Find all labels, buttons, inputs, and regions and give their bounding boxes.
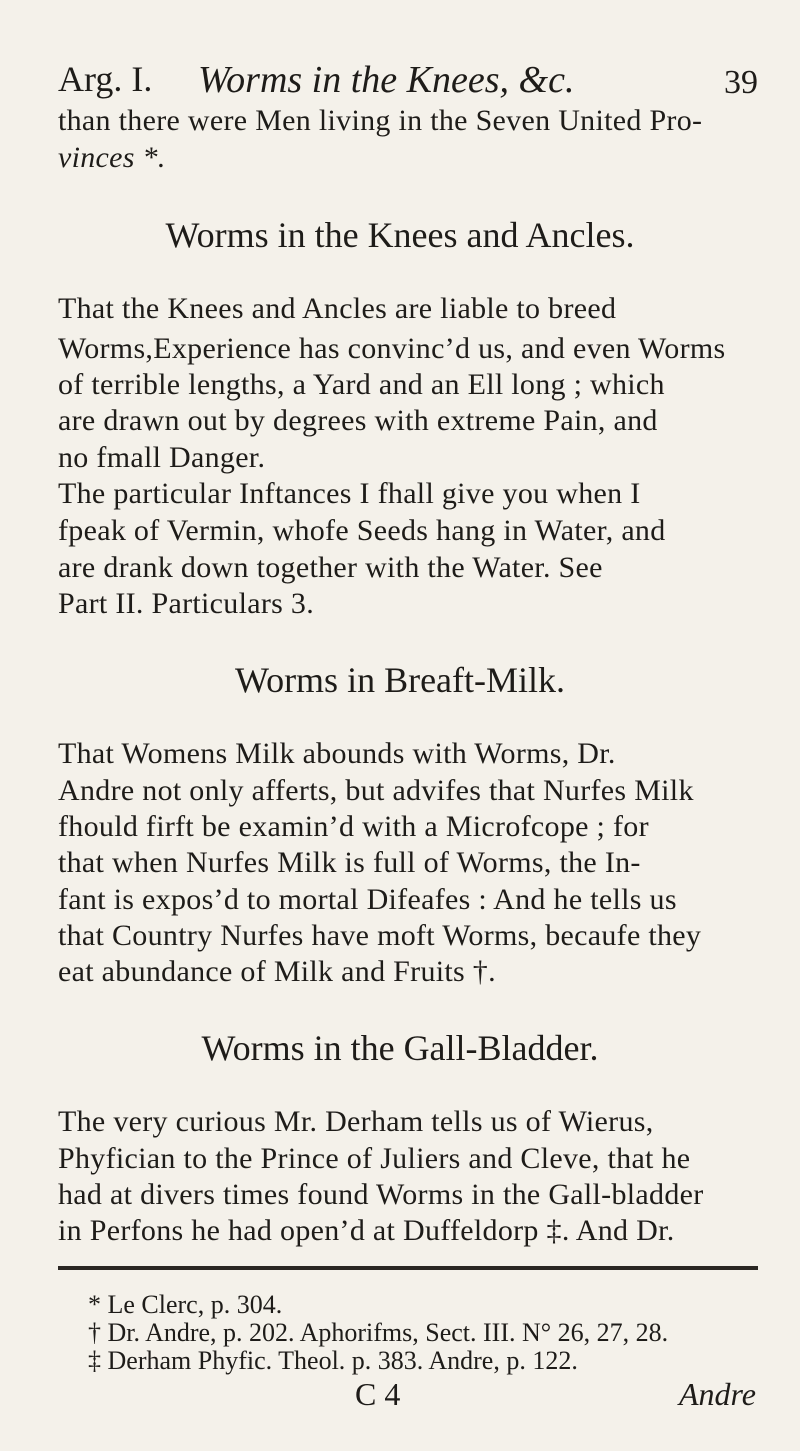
text-line: Andre not only afferts, but advifes that Nurfes Milk	[58, 774, 694, 807]
text-line: no fmall Danger.	[58, 441, 266, 474]
footnote: ‡ Derham Phyfic. Theol. p. 383. Andre, p. 122.	[88, 1346, 578, 1375]
text-line: Phyfician to the Prince of Juliers and Cleve, that he	[58, 1142, 691, 1175]
text-line: that Country Nurfes have moft Worms, becaufe they	[58, 919, 702, 952]
footnote-rule	[58, 1266, 758, 1270]
text-line: than there were Men living in the Seven United Pro-	[58, 104, 703, 137]
text-line: That the Knees and Ancles are liable to breed	[58, 292, 617, 325]
header-argument: Arg. I.	[58, 59, 153, 99]
text-line: Part II. Particulars 3.	[58, 587, 314, 620]
text-line: eat abundance of Milk and Fruits †.	[58, 955, 496, 988]
text-line: fant is expos’d to mortal Difeafes : And he tells us	[58, 883, 677, 916]
text-line: that when Nurfes Milk is full of Worms, the In-	[58, 846, 641, 879]
text-line: in Perfons he had open’d at Duffeldorp ‡. And Dr.	[58, 1214, 675, 1247]
text-line: Worms,Experience has convinc’d us, and even Worms	[58, 332, 726, 365]
header-title: Worms in the Knees, &c.	[198, 59, 575, 101]
text-line: The very curious Mr. Derham tells us of Wierus,	[58, 1105, 654, 1138]
text-line: of terrible lengths, a Yard and an Ell long ; which	[58, 368, 665, 401]
section-heading: Worms in the Knees and Ancles.	[165, 215, 635, 255]
text-line: are drank down together with the Water. See	[58, 551, 603, 584]
text-line: had at divers times found Worms in the Gall-bladder	[58, 1178, 704, 1211]
text-line: fhould firft be examin’d with a Microfcope ; for	[58, 810, 649, 843]
text-line: fpeak of Vermin, whofe Seeds hang in Water, and	[58, 514, 666, 547]
text-line: That Womens Milk abounds with Worms, Dr.	[58, 737, 616, 770]
page-number: 39	[724, 64, 758, 101]
section-heading: Worms in the Gall-Bladder.	[201, 1028, 599, 1068]
running-header	[58, 58, 758, 108]
section-heading: Worms in Breaft-Milk.	[234, 660, 566, 700]
footnote: * Le Clerc, p. 304.	[88, 1290, 283, 1319]
catchword: Andre	[678, 1376, 756, 1412]
text-line: The particular Inftances I fhall give you when I	[58, 477, 641, 510]
text-line: are drawn out by degrees with extreme Pain, and	[58, 404, 658, 437]
footnote: † Dr. Andre, p. 202. Aphorifms, Sect. III. N° 26, 27, 28.	[88, 1318, 669, 1347]
text-line: vinces *.	[58, 141, 166, 174]
signature-mark: C 4	[355, 1376, 401, 1412]
